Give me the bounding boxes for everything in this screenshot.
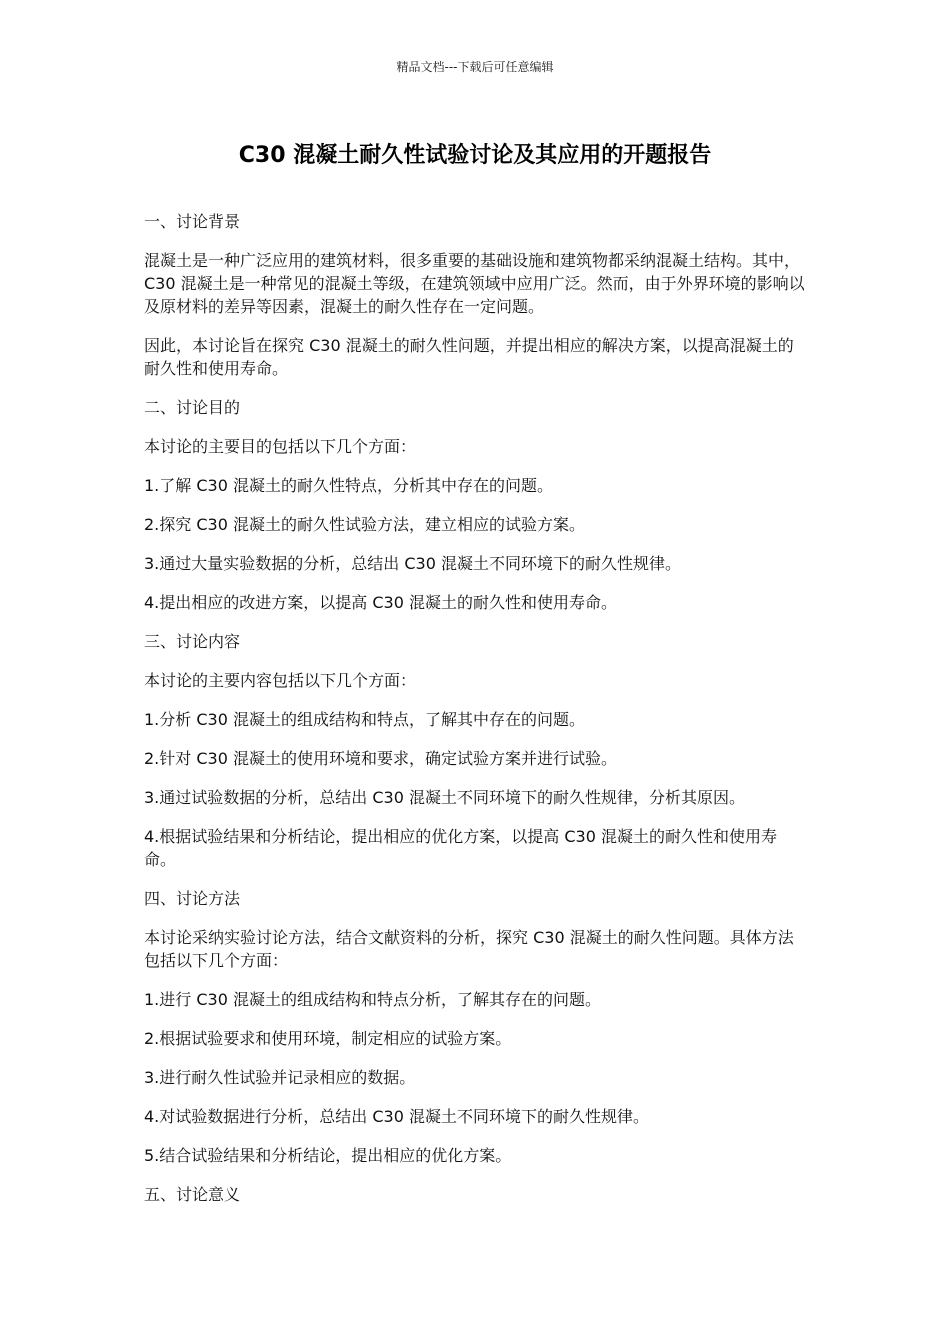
paragraph: 本讨论采纳实验讨论方法，结合文献资料的分析，探究 C30 混凝土的耐久性问题。具体方法包括以下几个方面：: [144, 928, 794, 970]
section-heading-significance: 五、讨论意义: [144, 1185, 241, 1204]
section-heading-background: 一、讨论背景: [144, 212, 241, 231]
list-item: 3.通过大量实验数据的分析，总结出 C30 混凝土不同环境下的耐久性规律。: [144, 554, 681, 573]
document-title: C30 混凝土耐久性试验讨论及其应用的开题报告: [238, 143, 712, 168]
paragraph: 本讨论的主要内容包括以下几个方面：: [144, 671, 417, 690]
paragraph: 本讨论的主要目的包括以下几个方面：: [144, 437, 417, 456]
paragraph: 因此，本讨论旨在探究 C30 混凝土的耐久性问题，并提出相应的解决方案，以提高混凝土的耐久性和使用寿命。: [144, 336, 794, 378]
list-item: 4.根据试验结果和分析结论，提出相应的优化方案，以提高 C30 混凝土的耐久性和使用寿命。: [144, 827, 777, 869]
list-item: 1.进行 C30 混凝土的组成结构和特点分析，了解其存在的问题。: [144, 990, 601, 1009]
list-item: 3.通过试验数据的分析，总结出 C30 混凝土不同环境下的耐久性规律，分析其原因。: [144, 788, 745, 807]
list-item: 1.分析 C30 混凝土的组成结构和特点，了解其中存在的问题。: [144, 710, 585, 729]
section-heading-method: 四、讨论方法: [144, 889, 241, 908]
list-item: 2.针对 C30 混凝土的使用环境和要求，确定试验方案并进行试验。: [144, 749, 617, 768]
list-item: 1.了解 C30 混凝土的耐久性特点，分析其中存在的问题。: [144, 476, 553, 495]
document-body: [144, 210, 806, 1222]
list-item: 2.根据试验要求和使用环境，制定相应的试验方案。: [144, 1029, 512, 1048]
list-item: 4.提出相应的改进方案，以提高 C30 混凝土的耐久性和使用寿命。: [144, 593, 617, 612]
header-note: 精品文档---下载后可任意编辑: [396, 60, 554, 74]
paragraph: 混凝土是一种广泛应用的建筑材料，很多重要的基础设施和建筑物都采纳混凝土结构。其中，C30 混凝土是一种常见的混凝土等级，在建筑领域中应用广泛。然而，由于外界环境的影响以及原材料的差异等因素，混凝土的耐久性存在一定问题。: [144, 251, 805, 316]
section-heading-content: 三、讨论内容: [144, 632, 241, 651]
list-item: 2.探究 C30 混凝土的耐久性试验方法，建立相应的试验方案。: [144, 515, 585, 534]
list-item: 3.进行耐久性试验并记录相应的数据。: [144, 1068, 416, 1087]
list-item: 4.对试验数据进行分析，总结出 C30 混凝土不同环境下的耐久性规律。: [144, 1107, 649, 1126]
list-item: 5.结合试验结果和分析结论，提出相应的优化方案。: [144, 1146, 512, 1165]
section-heading-purpose: 二、讨论目的: [144, 398, 241, 417]
